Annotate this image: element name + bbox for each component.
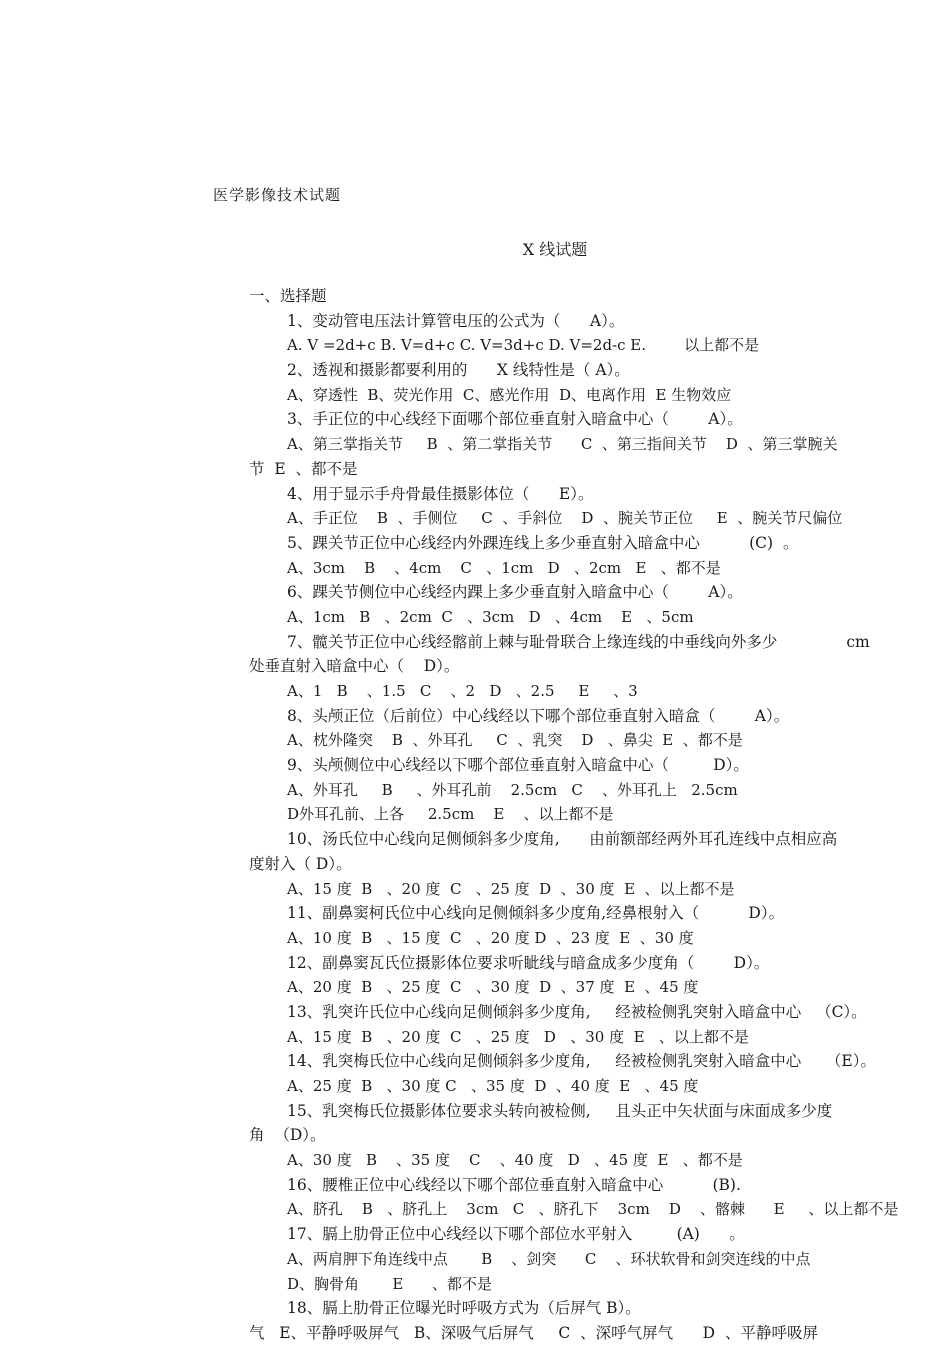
answer-options-line: A、外耳孔 B 、外耳孔前 2.5cm C 、外耳孔上 2.5cm bbox=[287, 780, 738, 799]
question-line: 13、乳突许氏位中心线向足侧倾斜多少度角, 经被检侧乳突射入暗盒中心 （C）。 bbox=[287, 1002, 867, 1021]
answer-options-line: A、两肩胛下角连线中点 B 、剑突 C 、环状软骨和剑突连线的中点 bbox=[287, 1249, 811, 1268]
continuation-line: 度射入（ D）。 bbox=[249, 854, 352, 873]
question-line: 16、腰椎正位中心线经以下哪个部位垂直射入暗盒中心 (B). bbox=[287, 1175, 741, 1194]
question-line: 1、变动管电压法计算管电压的公式为（ A）。 bbox=[287, 311, 625, 330]
answer-options-line: A、20 度 B 、25 度 C 、30 度 D 、37 度 E 、45 度 bbox=[287, 978, 699, 997]
answer-options-line: A、脐孔 B 、脐孔上 3cm C 、脐孔下 3cm D 、髂棘 E 、以上都不是 bbox=[287, 1200, 899, 1219]
question-line: 3、手正位的中心线经下面哪个部位垂直射入暗盒中心（ A）。 bbox=[287, 410, 743, 429]
answer-options-line: D外耳孔前、上各 2.5cm E 、以上都不是 bbox=[287, 805, 614, 824]
answer-options-line: A、3cm B 、4cm C 、1cm D 、2cm E 、都不是 bbox=[287, 558, 721, 577]
answer-options-line: A、1 B 、1.5 C 、2 D 、2.5 E 、3 bbox=[287, 682, 638, 700]
question-line: 5、踝关节正位中心线经内外踝连线上多少垂直射入暗盒中心 (C) 。 bbox=[287, 533, 799, 552]
question-line: 11、副鼻窦柯氏位中心线向足侧倾斜多少度角,经鼻根射入（ D）。 bbox=[287, 904, 785, 923]
continuation-line: 处垂直射入暗盒中心（ D）。 bbox=[249, 657, 460, 676]
document-title: 医学影像技术试题 bbox=[213, 186, 342, 204]
answer-options-line: A、30 度 B 、35 度 C 、40 度 D 、45 度 E 、都不是 bbox=[287, 1151, 743, 1170]
continuation-line: 节 E 、都不是 bbox=[249, 459, 358, 478]
question-line: 8、头颅正位（后前位）中心线经以下哪个部位垂直射入暗盒（ A）。 bbox=[287, 706, 790, 725]
question-line: 9、头颅侧位中心线经以下哪个部位垂直射入暗盒中心（ D）。 bbox=[287, 756, 749, 775]
answer-options-line: A. V =2d+c B. V=d+c C. V=3d+c D. V=2d-c E. 以上都不是 bbox=[287, 336, 760, 355]
question-line: 2、透视和摄影都要利用的 X 线特性是（ A）。 bbox=[287, 361, 630, 380]
question-line: 12、副鼻窦瓦氏位摄影体位要求听眦线与暗盒成多少度角（ D）。 bbox=[287, 953, 770, 972]
section-title: X 线试题 bbox=[522, 240, 588, 259]
answer-options-line: A、第三掌指关节 B 、第二掌指关节 C 、第三指间关节 D 、第三掌腕关 bbox=[287, 435, 838, 454]
answer-options-line: A、枕外隆突 B 、外耳孔 C 、乳突 D 、鼻尖 E 、都不是 bbox=[287, 731, 743, 750]
question-line: 7、髋关节正位中心线经髂前上棘与耻骨联合上缘连线的中垂线向外多少 cm bbox=[287, 632, 870, 651]
answer-options-line: A、1cm B 、2cm C 、3cm D 、4cm E 、5cm bbox=[287, 607, 694, 626]
question-line: 4、用于显示手舟骨最佳摄影体位（ E）。 bbox=[287, 484, 594, 503]
answer-options-line: D、胸骨角 E 、都不是 bbox=[287, 1274, 492, 1293]
answer-options-line: A、手正位 B 、手侧位 C 、手斜位 D 、腕关节正位 E 、腕关节尺偏位 bbox=[287, 509, 843, 528]
answer-options-line: A、25 度 B 、30 度 C 、35 度 D 、40 度 E 、45 度 bbox=[287, 1077, 699, 1095]
question-line: 10、汤氏位中心线向足侧倾斜多少度角, 由前额部经两外耳孔连线中点相应高 bbox=[287, 830, 838, 849]
part-heading: 一、选择题 bbox=[249, 287, 327, 305]
answer-options-line: A、15 度 B 、20 度 C 、25 度 D 、30 度 E 、以上都不是 bbox=[287, 879, 735, 898]
question-line: 17、膈上肋骨正位中心线经以下哪个部位水平射入 (A) 。 bbox=[287, 1225, 745, 1244]
question-list bbox=[249, 284, 915, 1346]
answer-options-line: A、15 度 B 、20 度 C 、25 度 D 、30 度 E 、以上都不是 bbox=[287, 1027, 749, 1046]
answer-options-line: A、穿透性 B、荧光作用 C、感光作用 D、电离作用 E 生物效应 bbox=[287, 385, 732, 404]
continuation-line: 角 （D）。 bbox=[249, 1126, 326, 1145]
question-line: 14、乳突梅氏位中心线向足侧倾斜多少度角, 经被检侧乳突射入暗盒中心 （E）。 bbox=[287, 1052, 876, 1071]
question-line: 6、踝关节侧位中心线经内踝上多少垂直射入暗盒中心（ A）。 bbox=[287, 583, 743, 602]
continuation-line: 气 E、平静呼吸屏气 B、深吸气后屏气 C 、深呼气屏气 D 、平静呼吸屏 bbox=[249, 1323, 818, 1342]
answer-options-line: A、10 度 B 、15 度 C 、20 度 D 、23 度 E 、30 度 bbox=[287, 928, 694, 947]
question-line: 18、膈上肋骨正位曝光时呼吸方式为（后屏气 B）。 bbox=[287, 1299, 641, 1318]
question-line: 15、乳突梅氏位摄影体位要求头转向被检侧, 且头正中矢状面与床面成多少度 bbox=[287, 1101, 833, 1120]
